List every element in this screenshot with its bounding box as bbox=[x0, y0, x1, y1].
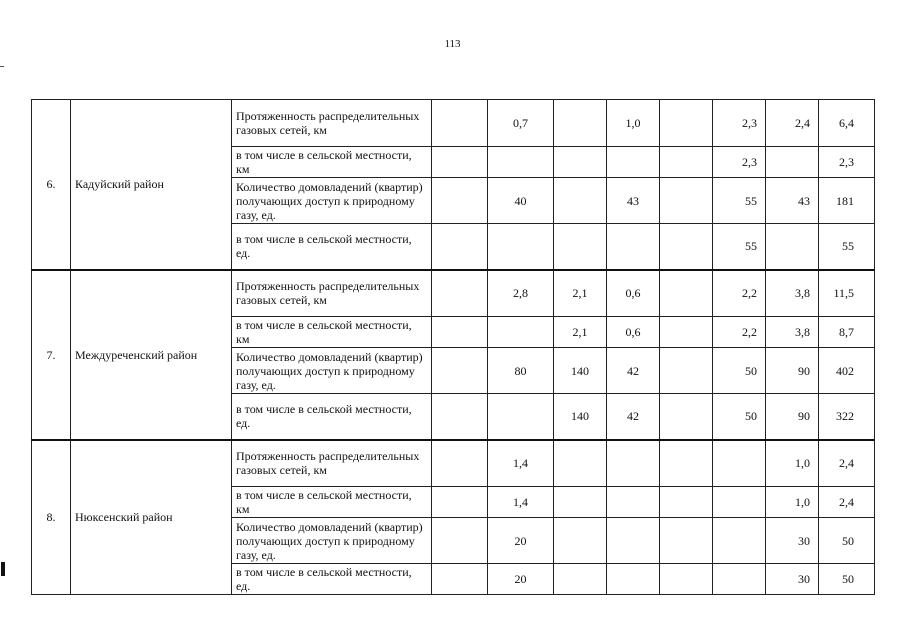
value-cell: 55 bbox=[819, 224, 875, 270]
value-cell: 2,1 bbox=[554, 317, 607, 348]
value-cell: 8,7 bbox=[819, 317, 875, 348]
value-cell: 2,2 bbox=[713, 317, 766, 348]
value-cell: 181 bbox=[819, 178, 875, 224]
value-cell: 80 bbox=[488, 348, 554, 394]
value-cell bbox=[660, 270, 713, 317]
value-cell bbox=[660, 100, 713, 147]
value-cell: 2,2 bbox=[713, 270, 766, 317]
value-cell: 3,8 bbox=[766, 270, 819, 317]
row-number: 7. bbox=[32, 270, 71, 440]
value-cell: 0,6 bbox=[607, 270, 660, 317]
value-cell bbox=[432, 224, 488, 270]
value-cell bbox=[432, 440, 488, 487]
value-cell bbox=[766, 224, 819, 270]
gasification-table bbox=[31, 99, 875, 595]
value-cell: 2,3 bbox=[713, 100, 766, 147]
value-cell: 2,4 bbox=[819, 487, 875, 518]
page-number: 113 bbox=[444, 38, 461, 50]
value-cell: 43 bbox=[607, 178, 660, 224]
table-row bbox=[32, 440, 875, 487]
value-cell: 40 bbox=[488, 178, 554, 224]
value-cell: 20 bbox=[488, 518, 554, 564]
indicator-label: в том числе в сельской местности, ед. bbox=[232, 224, 432, 270]
value-cell: 11,5 bbox=[819, 270, 875, 317]
value-cell: 3,8 bbox=[766, 317, 819, 348]
value-cell bbox=[660, 440, 713, 487]
district-name: Кадуйский район bbox=[71, 100, 232, 270]
value-cell bbox=[660, 564, 713, 595]
row-number: 6. bbox=[32, 100, 71, 270]
indicator-label: в том числе в сельской местности, ед. bbox=[232, 564, 432, 595]
value-cell bbox=[488, 224, 554, 270]
value-cell bbox=[432, 317, 488, 348]
value-cell bbox=[554, 224, 607, 270]
value-cell bbox=[660, 147, 713, 178]
table-body bbox=[32, 100, 875, 595]
district-name: Междуреченский район bbox=[71, 270, 232, 440]
value-cell bbox=[766, 147, 819, 178]
value-cell bbox=[432, 348, 488, 394]
value-cell bbox=[554, 440, 607, 487]
value-cell bbox=[432, 518, 488, 564]
value-cell: 1,0 bbox=[766, 440, 819, 487]
value-cell bbox=[607, 487, 660, 518]
value-cell bbox=[607, 147, 660, 178]
value-cell: 20 bbox=[488, 564, 554, 595]
indicator-label: в том числе в сельской местности, км bbox=[232, 487, 432, 518]
value-cell bbox=[607, 564, 660, 595]
indicator-label: в том числе в сельской местности, ед. bbox=[232, 394, 432, 440]
indicator-label: в том числе в сельской местности, км bbox=[232, 147, 432, 178]
value-cell: 1,4 bbox=[488, 440, 554, 487]
value-cell: 1,4 bbox=[488, 487, 554, 518]
value-cell: 0,6 bbox=[607, 317, 660, 348]
value-cell bbox=[607, 518, 660, 564]
value-cell: 2,4 bbox=[819, 440, 875, 487]
district-name: Нюксенский район bbox=[71, 440, 232, 595]
value-cell bbox=[660, 317, 713, 348]
value-cell: 30 bbox=[766, 564, 819, 595]
indicator-label: Количество домовладений (квартир) получающих доступ к природному газу, ед. bbox=[232, 518, 432, 564]
value-cell: 42 bbox=[607, 348, 660, 394]
value-cell bbox=[432, 178, 488, 224]
value-cell: 140 bbox=[554, 394, 607, 440]
value-cell: 50 bbox=[713, 348, 766, 394]
value-cell bbox=[432, 394, 488, 440]
value-cell bbox=[488, 317, 554, 348]
value-cell bbox=[554, 487, 607, 518]
value-cell: 90 bbox=[766, 348, 819, 394]
value-cell: 50 bbox=[819, 564, 875, 595]
value-cell: 43 bbox=[766, 178, 819, 224]
value-cell: 402 bbox=[819, 348, 875, 394]
margin-mark bbox=[1, 562, 5, 576]
value-cell bbox=[607, 440, 660, 487]
indicator-label: Количество домовладений (квартир) получающих доступ к природному газу, ед. bbox=[232, 178, 432, 224]
value-cell: 140 bbox=[554, 348, 607, 394]
value-cell bbox=[660, 518, 713, 564]
value-cell: 50 bbox=[819, 518, 875, 564]
value-cell bbox=[554, 178, 607, 224]
value-cell: 1,0 bbox=[607, 100, 660, 147]
value-cell bbox=[554, 147, 607, 178]
table-row bbox=[32, 100, 875, 147]
row-number: 8. bbox=[32, 440, 71, 595]
value-cell bbox=[713, 564, 766, 595]
value-cell bbox=[488, 147, 554, 178]
indicator-label: Протяженность распределительных газовых сетей, км bbox=[232, 270, 432, 317]
value-cell bbox=[660, 178, 713, 224]
indicator-label: Количество домовладений (квартир) получающих доступ к природному газу, ед. bbox=[232, 348, 432, 394]
indicator-label: Протяженность распределительных газовых сетей, км bbox=[232, 100, 432, 147]
value-cell bbox=[554, 100, 607, 147]
value-cell bbox=[432, 270, 488, 317]
value-cell bbox=[432, 100, 488, 147]
value-cell: 2,4 bbox=[766, 100, 819, 147]
value-cell: 0,7 bbox=[488, 100, 554, 147]
indicator-label: Протяженность распределительных газовых сетей, км bbox=[232, 440, 432, 487]
value-cell: 2,1 bbox=[554, 270, 607, 317]
value-cell: 2,8 bbox=[488, 270, 554, 317]
value-cell bbox=[432, 147, 488, 178]
value-cell: 322 bbox=[819, 394, 875, 440]
value-cell bbox=[432, 564, 488, 595]
value-cell: 30 bbox=[766, 518, 819, 564]
value-cell bbox=[713, 518, 766, 564]
value-cell: 42 bbox=[607, 394, 660, 440]
value-cell: 2,3 bbox=[819, 147, 875, 178]
value-cell bbox=[713, 487, 766, 518]
value-cell: 50 bbox=[713, 394, 766, 440]
value-cell bbox=[554, 518, 607, 564]
indicator-label: в том числе в сельской местности, км bbox=[232, 317, 432, 348]
value-cell bbox=[660, 224, 713, 270]
value-cell bbox=[660, 348, 713, 394]
value-cell bbox=[660, 487, 713, 518]
value-cell bbox=[432, 487, 488, 518]
value-cell: 2,3 bbox=[713, 147, 766, 178]
value-cell bbox=[660, 394, 713, 440]
value-cell bbox=[488, 394, 554, 440]
value-cell bbox=[607, 224, 660, 270]
value-cell bbox=[554, 564, 607, 595]
value-cell: 1,0 bbox=[766, 487, 819, 518]
value-cell: 90 bbox=[766, 394, 819, 440]
table-row bbox=[32, 270, 875, 317]
margin-tick bbox=[0, 66, 4, 67]
value-cell bbox=[713, 440, 766, 487]
value-cell: 55 bbox=[713, 224, 766, 270]
value-cell: 6,4 bbox=[819, 100, 875, 147]
value-cell: 55 bbox=[713, 178, 766, 224]
